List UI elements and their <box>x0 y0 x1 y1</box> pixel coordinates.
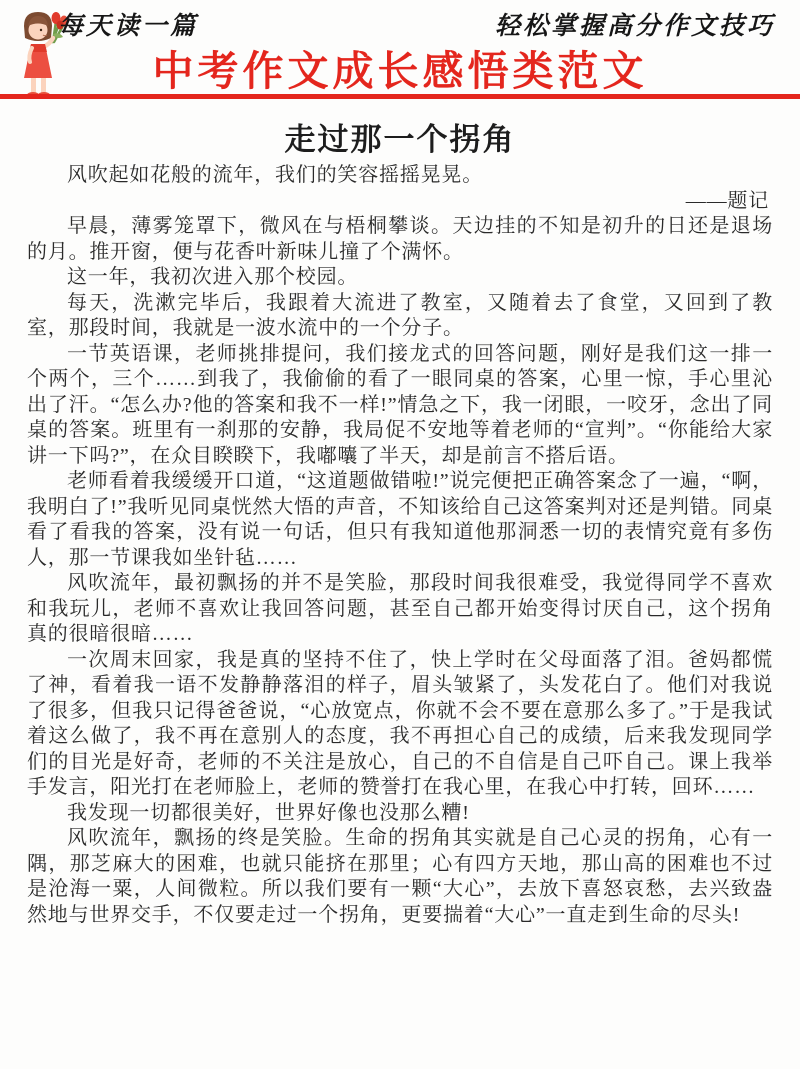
essay-paragraph: 每天，洗漱完毕后，我跟着大流进了教室，又随着去了食堂，又回到了教室，那段时间，我就是一波水流中的一个分子。 <box>27 291 773 339</box>
essay-paragraph: 我发现一切都很美好，世界好像也没那么糟! <box>67 801 470 824</box>
page-header <box>0 0 800 100</box>
essay-body <box>0 100 800 928</box>
essay-paragraph: 风吹流年，最初飘扬的并不是笑脸，那段时间我很难受，我觉得同学不喜欢和我玩儿，老师不喜欢让我回答问题，甚至自己都开始变得讨厌自己，这个拐角真的很暗很暗…… <box>27 572 773 645</box>
header-left-slogan: 每天读一篇 <box>58 13 199 40</box>
essay-paragraph: 一次周末回家，我是真的坚持不住了，快上学时在父母面落了泪。爸妈都慌了神，看着我一语不发静静落泪的样子，眉头皱紧了，头发花白了。他们对我说了很多，但我只记得爸爸说，“心放宽点，你就不会不要在意那么多了。”于是我试着这么做了，我不再在意别人的态度，我不再担心自己的成绩，后来我发现同学们的目光是好奇，老师的不关注是放心，自己的不自信是自己吓自己。课上我举手发言，阳光打在老师脸上，老师的赞誉打在我心里，在我心中打转，回环…… <box>27 648 773 798</box>
essay-paragraph: 一节英语课，老师挑排提问，我们接龙式的回答问题，刚好是我们这一排一个两个，三个……到我了，我偷偷的看了一眼同桌的答案，心里一惊，手心里沁出了汗。“怎么办?他的答案和我不一样!”情急之下，我一闭眼，一咬牙，念出了同桌的答案。班里有一刹那的安静，我局促不安地等着老师的“宣判”。“你能给大家讲一下吗?”，在众目睽睽下，我嘟囔了半天，却是前言不搭后语。 <box>27 342 773 467</box>
essay-epigraph: 风吹起如花般的流年，我们的笑容摇摇晃晃。 <box>67 164 483 186</box>
red-divider-rule <box>0 94 800 99</box>
header-right-slogan: 轻松掌握高分作文技巧 <box>494 13 775 40</box>
essay-epigraph-attribution: ——题记 <box>685 189 769 212</box>
essay-paragraph: 这一年，我初次进入那个校园。 <box>67 266 359 288</box>
essay-paragraph: 老师看着我缓缓开口道，“这道题做错啦!”说完便把正确答案念了一遍，“啊，我明白了!”我听见同桌恍然大悟的声音，不知该给自己这答案判对还是判错。同桌看了看我的答案，没有说一句话，但只有我知道他那洞悉一切的表情究竟有多伤人，那一节课我如坐针毡…… <box>27 470 773 569</box>
essay-title: 走过那一个拐角 <box>284 122 516 157</box>
essay-paragraph: 早晨，薄雾笼罩下，微风在与梧桐攀谈。天边挂的不知是初升的日还是退场的月。推开窗，便与花香叶新味儿撞了个满怀。 <box>27 215 773 263</box>
essay-paragraph: 风吹流年，飘扬的终是笑脸。生命的拐角其实就是自己心灵的拐角，心有一隅，那芝麻大的困难，也就只能挤在那里；心有四方天地，那山高的困难也不过是沧海一粟，人间微粒。所以我们要有一颗“大心”，去放下喜怒哀愁，去兴致盎然地与世界交手，不仅要走过一个拐角，更要揣着“大心”一直走到生命的尽头! <box>27 827 773 926</box>
banner-title: 中考作文成长感悟类范文 <box>152 48 648 94</box>
